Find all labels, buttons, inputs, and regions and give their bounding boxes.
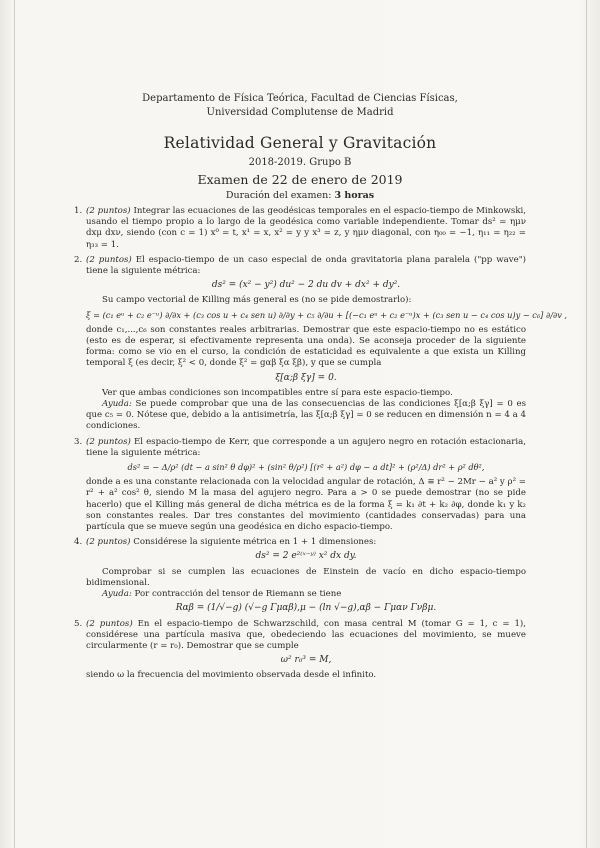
hint-label: Ayuda: [102,399,132,410]
problem-5 [74,618,526,682]
problem-points: (2 puntos) [86,618,133,629]
equation-staticity: ξ[α;β ξγ] = 0. [275,372,337,383]
department-line: Departamento de Física Teórica, Facultad de Ciencias Físicas, [142,93,458,104]
problem-text: Integrar las ecuaciones de las geodésicas temporales en el espacio-tiempo de Minkowski, usando el tiempo propio a lo largo de la geodésica como variable independiente. Tomar ds² = ημν dxμ dxν, siendo (con c = 1) x⁰ = t, x¹ = x, x² = y y x³ = z, y ημν diagonal, con η₀₀ = −1, η₁₁ = η₂₂ = η₃₃ = 1. [86,206,527,250]
hint [86,589,526,600]
problem-1 [74,206,527,251]
equation-killing-field: ξ = (c₁ eᵘ + c₂ e⁻ᵘ) ∂/∂x + (c₃ cos u + c₄ sen u) ∂/∂y + c₅ ∂/∂u + [(−c₁ eᵘ + c₂ e⁻ᵘ)x + (c₃ sen u − c₄ cos u)y − c₆] ∂/∂v , [86,309,568,320]
paragraph: siendo ω la frecuencia del movimiento observada desde el infinito. [86,670,377,681]
problem-points: (2 puntos) [86,537,131,548]
hint-text: Por contracción del tensor de Riemann se tiene [134,589,342,600]
scan-edge-left [14,0,15,848]
problem-points: (2 puntos) [86,254,132,265]
problems-list [74,206,568,682]
problem-text: Considérese la siguiente métrica en 1 + 1 dimensiones: [133,537,377,548]
problem-statement [86,206,526,251]
problem-number: 4. [74,537,83,548]
problem-number: 5. [74,618,83,629]
problem-points: (2 puntos) [86,436,131,447]
problem-statement [86,255,526,277]
problem-number: 3. [74,436,83,447]
paragraph: donde a es una constante relacionada con la velocidad angular de rotación, Δ ≡ r² − 2Mr − a² y ρ² = r² + a² cos² θ, siendo M la masa del agujero negro. Para a > 0 se puede demostrar (no se pide hacerlo) que el Killing más general de dicha métrica es de la forma ξ = k₁ ∂t + k₂ ∂φ, donde k₁ y k₂ son constantes reales. Dar tres constantes del movimiento (cantidades conservadas) para una partícula que se mueve según una geodésica en dicho espacio-tiempo. [86,477,526,533]
problem-3 [74,436,527,534]
problem-text: El espacio-tiempo de Kerr, que corresponde a un agujero negro en rotación estacionaria, tiene la siguiente métrica: [86,436,527,458]
scan-edge-right [586,0,587,848]
course-group: 2018-2019. Grupo B [248,157,352,168]
problem-statement [86,619,526,653]
problem-number: 1. [74,206,83,216]
paragraph: Comprobar si se cumplen las ecuaciones de Einstein de vacío en dicho espacio-tiempo bidimensional. [86,566,526,588]
problem-text: El espacio-tiempo de un caso especial de onda gravitatoria plana paralela ("pp wave") tiene la siguiente métrica: [86,254,526,277]
equation-metric: ds² = (x² − y²) du² − 2 du dv + dx² + dy². [211,280,401,291]
problem-number: 2. [74,254,83,265]
paragraph: Ver que ambas condiciones son incompatibles entre sí para este espacio-tiempo. [102,387,453,398]
course-title: Relatividad General y Gravitación [163,134,437,152]
equation-kepler: ω² r₀³ = M, [280,655,332,666]
equation-ricci: Rαβ = (1/√−g) (√−g Γμαβ),μ − (ln √−g),αβ − Γμαν Γνβμ. [175,603,437,614]
hint [86,399,526,433]
problem-2 [74,254,568,433]
problem-text: En el espacio-tiempo de Schwarzschild, con masa central M (tomar G = 1, c = 1), considérese una partícula masiva que, obedeciendo las ecuaciones del movimiento, se mueve circularmente (r = r₀). Demostrar que se cumple [86,618,526,651]
paragraph: donde c₁,...,c₆ son constantes reales arbitrarias. Demostrar que este espacio-tiempo no es estático (esto es de esperar, si efectivamente representa una onda). Se aconseja proceder de la siguiente forma: como se vio en el curso, la condición de estaticidad es equivalente a que exista un Killing temporal ξ (es decir, ξ² < 0, donde ξ² = gαβ ξα ξβ), y que se cumpla [86,324,526,369]
hint-label: Ayuda: [102,589,132,600]
problem-statement [86,537,526,548]
department-block [0,92,600,120]
exam-duration [0,190,600,201]
equation-2d-metric: ds² = 2 e²⁽ˣ⁻ʸ⁾ x² dx dy. [255,551,357,562]
equation-kerr-metric: ds² = − Δ/ρ² (dt − a sin² θ dφ)² + (sin² θ/ρ²) [(r² + a²) dφ − a dt]² + (ρ²/Δ) dr² + ρ² dθ², [127,462,485,473]
paragraph: Su campo vectorial de Killing más general es (no se pide demostrarlo): [102,295,412,306]
problem-points: (2 puntos) [86,206,131,216]
university-line: Universidad Complutense de Madrid [206,107,394,118]
exam-date: Examen de 22 de enero de 2019 [197,172,403,187]
problem-statement [86,437,526,459]
duration-label: Duración del examen: [225,190,332,201]
problem-4 [74,537,526,614]
hint-text: Se puede comprobar que una de las consecuencias de las condiciones ξ[α;β ξγ] = 0 es que c₅ = 0. Nótese que, debido a la antisimetría, las ξ[α;β ξγ] = 0 se reducen en dimensión n = 4 a 4 condiciones. [86,399,527,432]
duration-value: 3 horas [334,190,375,201]
